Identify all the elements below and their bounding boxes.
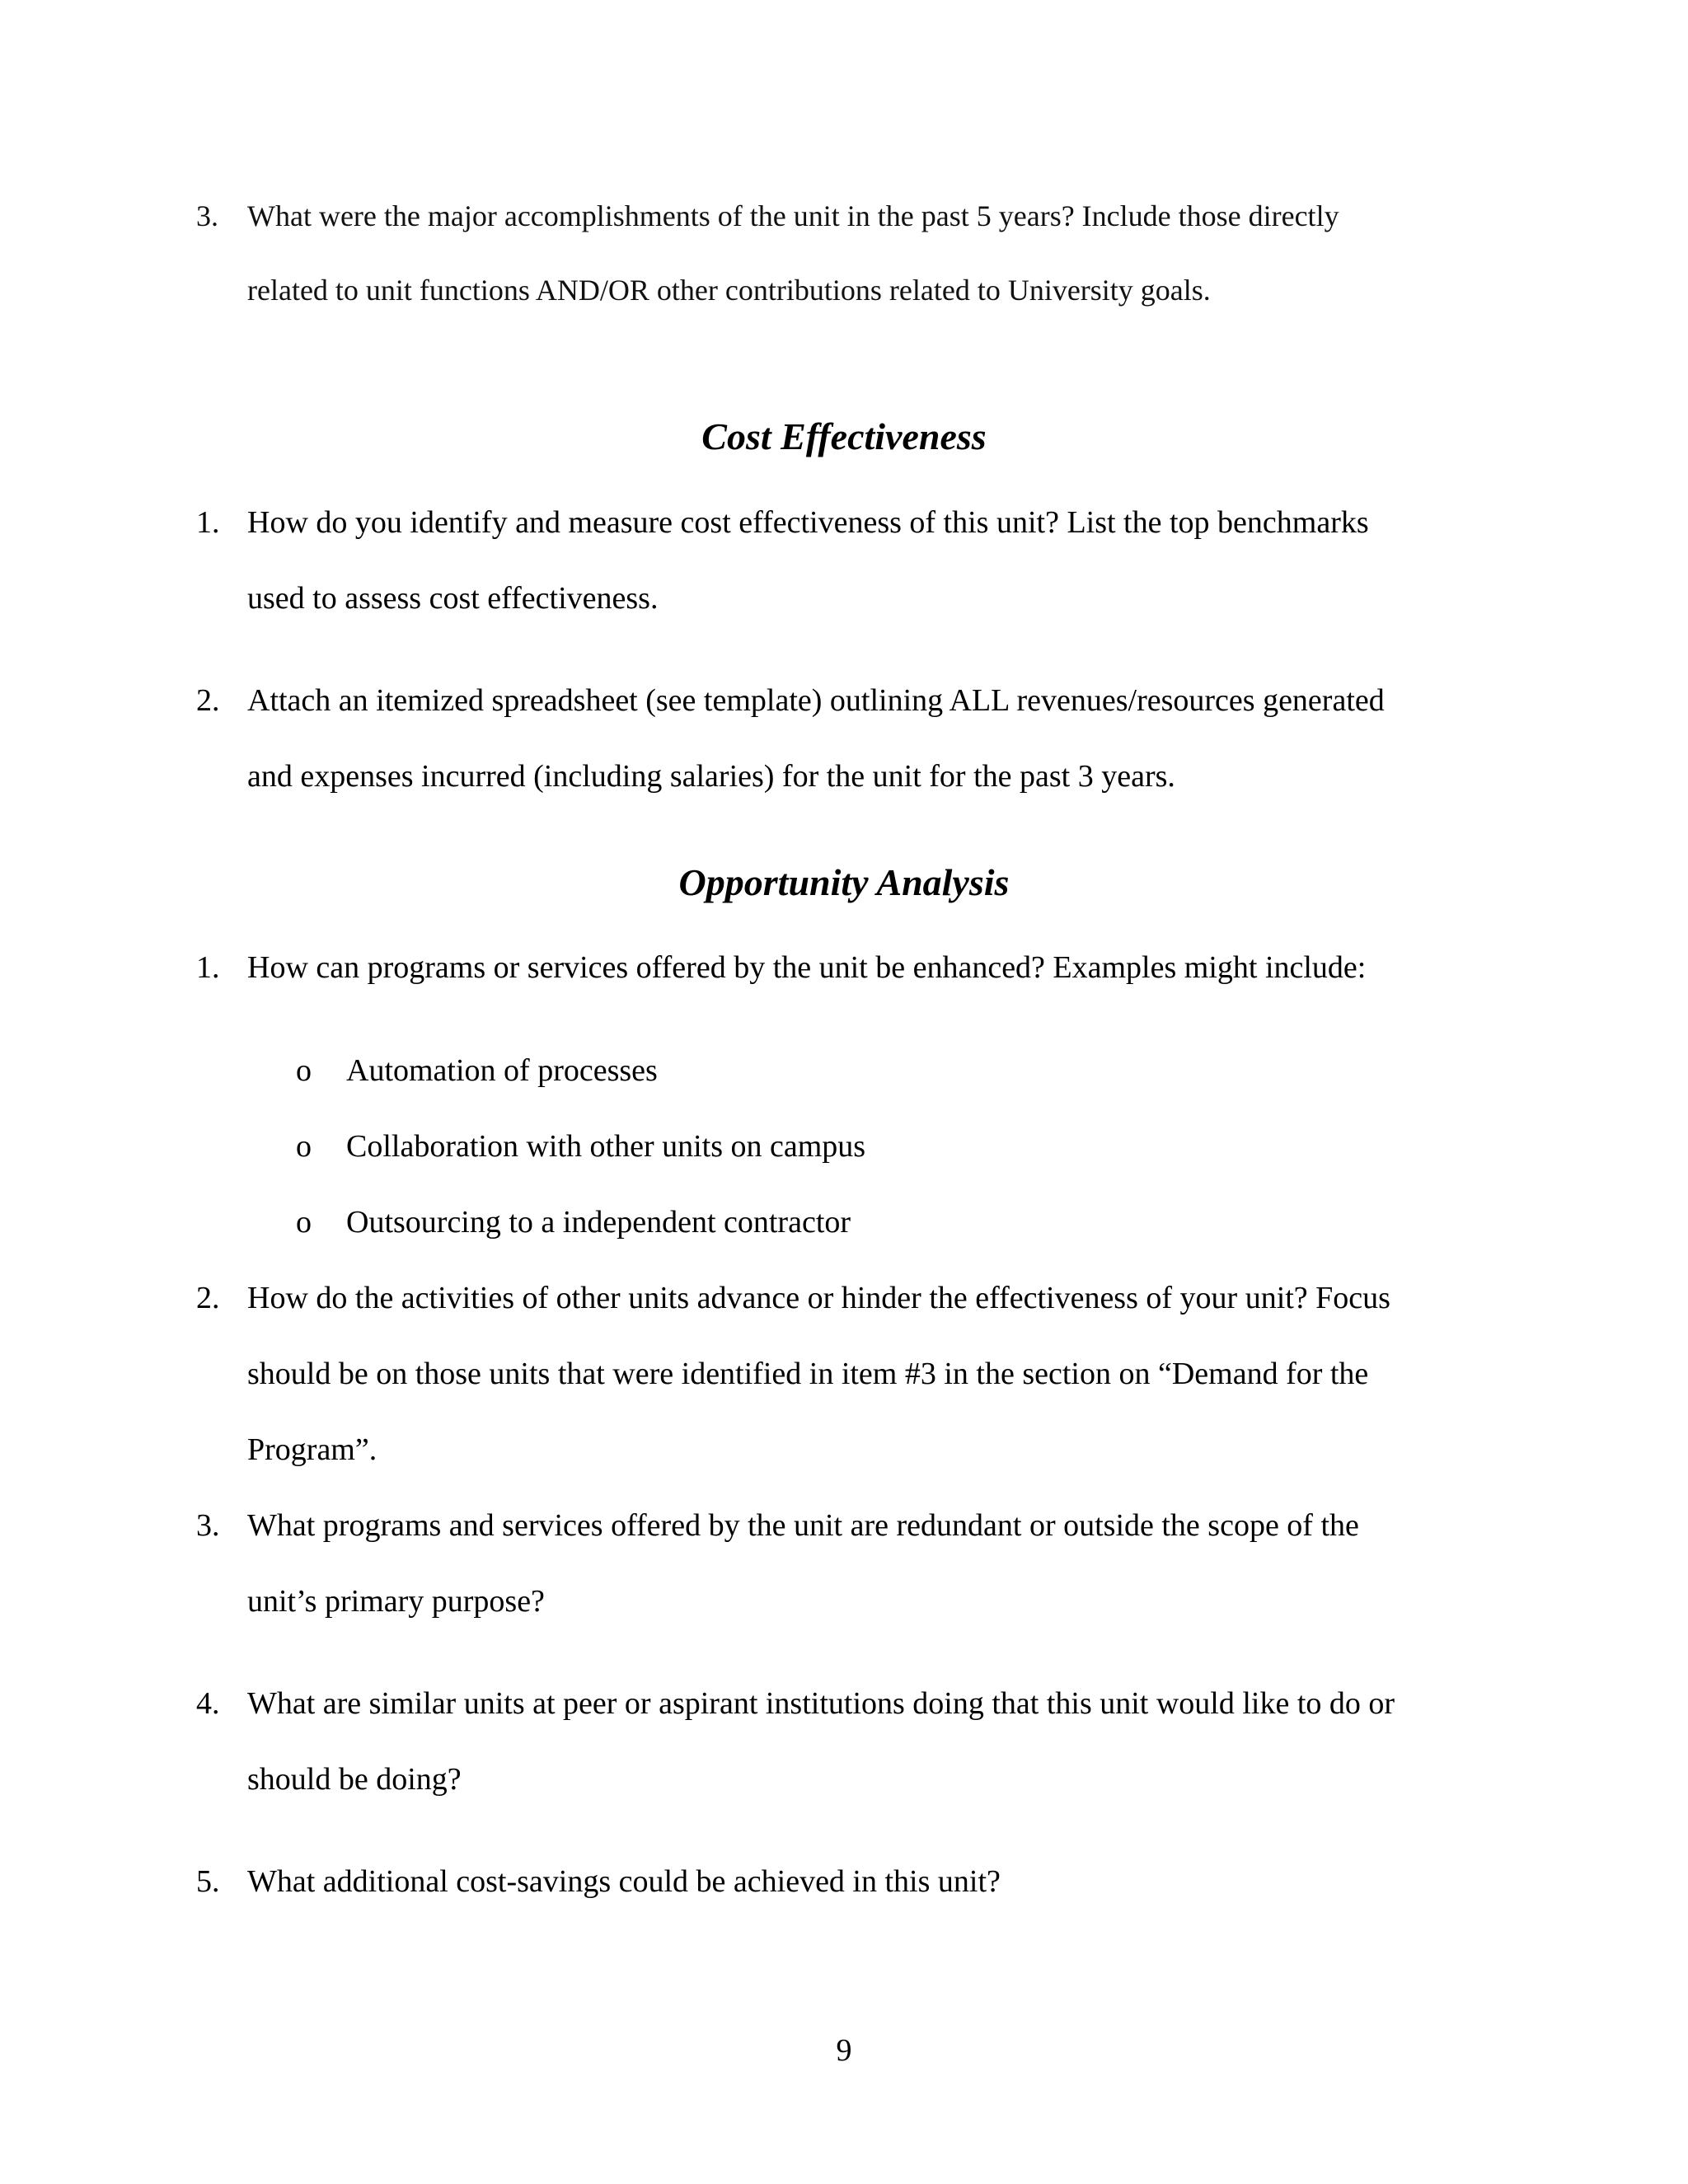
question-line: What additional cost-savings could be achieved in this unit? [247,1864,1001,1899]
question-line: What programs and services offered by the unit are redundant or outside the scope of the [247,1508,1359,1543]
bullet-marker: o [296,1129,312,1164]
question-line: and expenses incurred (including salaries) for the unit for the past 3 years. [247,759,1175,794]
question-line: How do you identify and measure cost effectiveness of this unit? List the top benchmarks [247,505,1369,540]
question-line: used to assess cost effectiveness. [247,581,659,616]
list-item: Outsourcing to a independent contractor [346,1205,851,1240]
page-number: 9 [836,2033,852,2068]
item-number: 1. [196,950,220,985]
list-item: Automation of processes [346,1053,658,1088]
item-number: 3. [196,199,218,232]
question-line: unit’s primary purpose? [247,1584,545,1619]
item-number: 1. [196,505,220,540]
section-heading: Cost Effectiveness [701,415,987,457]
section-heading: Opportunity Analysis [678,861,1010,903]
question-line: How can programs or services offered by the unit be enhanced? Examples might include: [247,950,1367,985]
item-number: 2. [196,683,220,718]
question-line: related to unit functions AND/OR other contributions related to University goals. [247,274,1211,307]
item-number: 2. [196,1281,220,1315]
question-line: How do the activities of other units advance or hinder the effectiveness of your unit? Focus [247,1281,1390,1315]
list-item: Collaboration with other units on campus [346,1129,866,1164]
question-line: should be on those units that were identified in item #3 in the section on “Demand for the [247,1357,1369,1391]
question-line: Program”. [247,1432,377,1467]
question-line: What were the major accomplishments of the unit in the past 5 years? Include those directly [247,199,1339,232]
item-number: 5. [196,1864,220,1899]
bullet-marker: o [296,1053,312,1088]
question-line: What are similar units at peer or aspirant institutions doing that this unit would like to do or [247,1686,1395,1721]
bullet-marker: o [296,1205,312,1240]
question-line: should be doing? [247,1762,462,1797]
question-line: Attach an itemized spreadsheet (see template) outlining ALL revenues/resources generated [247,683,1385,718]
item-number: 3. [196,1508,220,1543]
item-number: 4. [196,1686,220,1721]
